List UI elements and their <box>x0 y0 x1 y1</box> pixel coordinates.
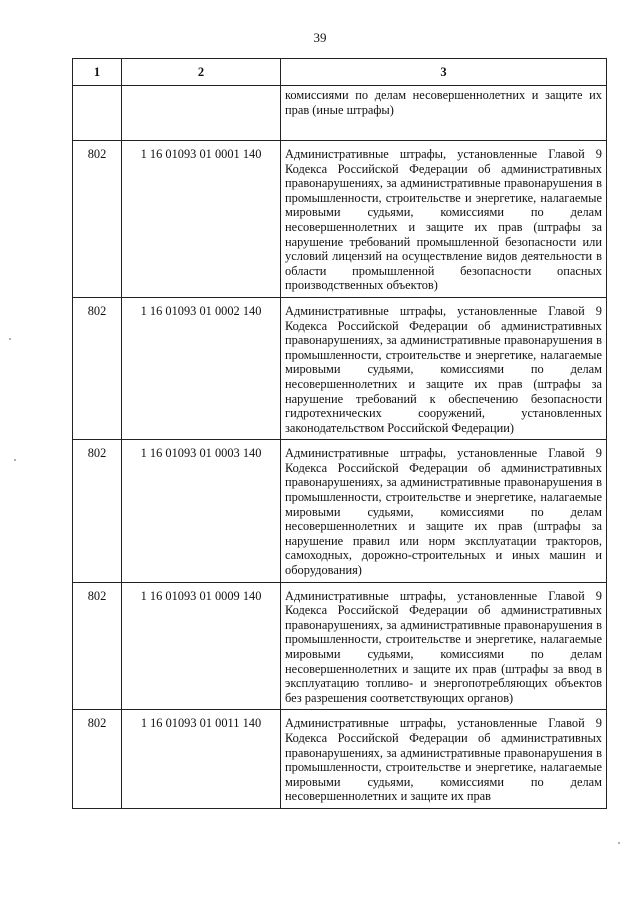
admin-code-cell: 802 <box>73 141 122 298</box>
admin-code-cell: 802 <box>73 582 122 710</box>
table-row <box>73 141 607 298</box>
table-row <box>73 440 607 582</box>
description-cell: Административные штрафы, установленные Главой 9 Кодекса Российской Федерации об административных правонарушениях, за административные правонарушения в промышленности, строительстве и энергетике, налагаемые мировыми судьями, комиссиями по делам несовершеннолетних и защите их прав (штрафы за ввод в эксплуатацию топливо- и энергопотребляющих объектов без разрешения соответствующих органов) <box>281 582 607 710</box>
budget-code-cell: 1 16 01093 01 0011 140 <box>122 710 281 809</box>
table-row <box>73 710 607 809</box>
scan-speck <box>9 338 11 340</box>
budget-code-cell: 1 16 01093 01 0003 140 <box>122 440 281 582</box>
budget-codes-table <box>72 58 607 809</box>
page-number: 39 <box>313 30 327 45</box>
continuation-admin-cell <box>73 86 122 141</box>
budget-code-cell: 1 16 01093 01 0009 140 <box>122 582 281 710</box>
table-row <box>73 297 607 439</box>
continuation-code-cell <box>122 86 281 141</box>
budget-code-cell: 1 16 01093 01 0002 140 <box>122 297 281 439</box>
continuation-description: комиссиями по делам несовершеннолетних и защите их прав (иные штрафы) <box>281 86 607 141</box>
description-cell: Административные штрафы, установленные Главой 9 Кодекса Российской Федерации об административных правонарушениях, за административные правонарушения в промышленности, строительстве и энергетике, налагаемые мировыми судьями, комиссиями по делам несовершеннолетних и защите их прав (штрафы за нарушение требований к обеспечению безопасности гидротехнических сооружений, установленных законодательством Российской Федерации) <box>281 297 607 439</box>
budget-code-cell: 1 16 01093 01 0001 140 <box>122 141 281 298</box>
scan-speck <box>14 459 16 461</box>
header-col-2: 2 <box>122 59 281 86</box>
scan-speck <box>618 842 620 844</box>
admin-code-cell: 802 <box>73 297 122 439</box>
description-cell: Административные штрафы, установленные Главой 9 Кодекса Российской Федерации об административных правонарушениях, за административные правонарушения в промышленности, строительстве и энергетике, налагаемые мировыми судьями, комиссиями по делам несовершеннолетних и защите их прав <box>281 710 607 809</box>
admin-code-cell: 802 <box>73 710 122 809</box>
table-header-row <box>73 59 607 86</box>
header-col-1: 1 <box>73 59 122 86</box>
continuation-row <box>73 86 607 141</box>
description-cell: Административные штрафы, установленные Главой 9 Кодекса Российской Федерации об административных правонарушениях, за административные правонарушения в промышленности, строительстве и энергетике, налагаемые мировыми судьями, комиссиями по делам несовершеннолетних и защите их прав (штрафы за нарушение правил или норм эксплуатации тракторов, самоходных, дорожно-строительных и иных машин и оборудования) <box>281 440 607 582</box>
table-row <box>73 582 607 710</box>
description-cell: Административные штрафы, установленные Главой 9 Кодекса Российской Федерации об административных правонарушениях, за административные правонарушения в промышленности, строительстве и энергетике, налагаемые мировыми судьями, комиссиями по делам несовершеннолетних и защите их прав (штрафы за нарушение требований промышленной безопасности или условий лицензий на осуществление видов деятельности в области промышленной безопасности опасных производственных объектов) <box>281 141 607 298</box>
header-col-3: 3 <box>281 59 607 86</box>
admin-code-cell: 802 <box>73 440 122 582</box>
